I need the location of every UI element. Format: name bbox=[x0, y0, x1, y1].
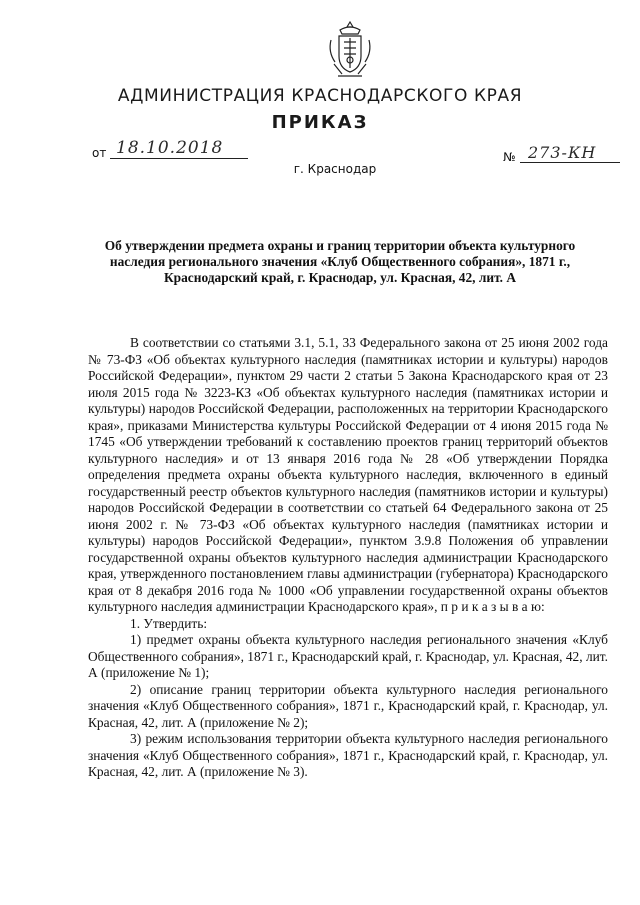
date-prefix: от bbox=[92, 146, 107, 160]
preamble-paragraph: В соответствии со статьями 3.1, 5.1, 33 Федерального закона от 25 июня 2002 года № 73-ФЗ «Об объектах культурного наследия (памятниках истории и культуры) народов Российской Федерации», пунктом 29 части 2 статьи 5 Закона Краснодарского края от 23 июля 2015 года № 3223-КЗ «Об объектах культурного наследия (памятниках истории и культуры) народов Российской Федерации, расположенных на территории Краснодарского края», приказами Министерства культуры Российской Федерации от 4 июня 2015 года № 1745 «Об утверждении требований к составлению проектов границ территорий объектов культурного наследия» и от 13 января 2016 года № 28 «Об утверждении Порядка определения предмета охраны объекта культурного наследия, включенного в единый государственный реестр объектов культурного наследия (памятников истории и культуры) народов Российской Федерации в соответствии со статьей 64 Федерального закона от 25 июня 2002 г. № 73-ФЗ «Об объектах культурного наследия (памятниках истории и культуры) народов Российской Федерации», пунктом 3.9.8 Положения об управлении государственной охраны объектов культурного наследия администрации Краснодарского края, утвержденного постановлением главы администрации (губернатора) Краснодарского края от 8 декабря 2016 года № 1000 «Об управлении государственной охраны объектов культурного наследия администрации Краснодарского края», п р и к а з ы в а ю: bbox=[88, 335, 608, 614]
number-prefix: № bbox=[503, 150, 516, 164]
list-item: 2) описание границ территории объекта культурного наследия регионального значения «Клуб Общественного собрания», 1871 г., Краснодарский край, г. Краснодар, ул. Красная, 42, лит. А (приложение № 2); bbox=[88, 681, 608, 730]
document-type: ПРИКАЗ bbox=[271, 112, 369, 133]
list-item: 1. Утвердить: bbox=[130, 615, 208, 631]
list-item: 1) предмет охраны объекта культурного наследия регионального значения «Клуб Общественного собрания», 1871 г., Краснодарский край, г. Краснодар, ул. Красная, 42, лит. А (приложение № 1); bbox=[88, 632, 608, 680]
order-body bbox=[88, 335, 608, 781]
coat-of-arms-icon bbox=[326, 20, 374, 82]
order-date-handwritten: 18.10.2018 bbox=[110, 138, 248, 159]
order-number-handwritten: 273-КН bbox=[520, 143, 620, 163]
city-label: г. Краснодар bbox=[293, 162, 377, 176]
order-title: Об утверждении предмета охраны и границ территории объекта культурного наследия регионального значения «Клуб Общественного собрания», 1871 г., Краснодарский край, г. Краснодар, ул. Красная, 42, лит. А bbox=[104, 238, 576, 285]
organization-name: АДМИНИСТРАЦИЯ КРАСНОДАРСКОГО КРАЯ bbox=[117, 86, 523, 106]
list-item: 3) режим использования территории объекта культурного наследия регионального значения «Клуб Общественного собрания», 1871 г., Краснодарский край, г. Краснодар, ул. Красная, 42, лит. А (приложение № 3). bbox=[88, 731, 608, 779]
